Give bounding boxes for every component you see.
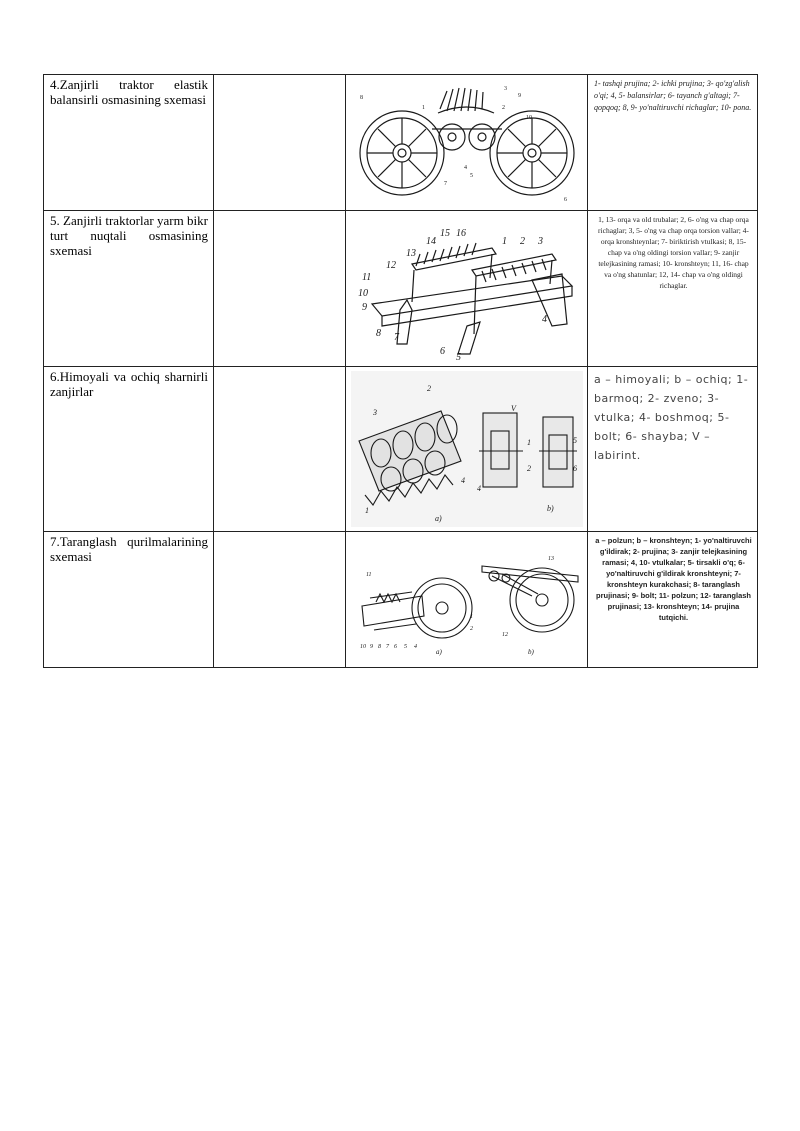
figure-label: 4 (460, 476, 465, 485)
tensioning-devices-figure (352, 536, 582, 664)
figure-label: 3 (503, 85, 507, 92)
figure-label: 8 (359, 94, 363, 101)
figure-label: 5 (572, 436, 577, 445)
figure-label: 11 (365, 571, 372, 578)
figure-label: 13 (547, 555, 554, 562)
document-table (43, 74, 758, 668)
figure-label: a) (435, 647, 442, 656)
four-point-suspension-figure (352, 214, 582, 364)
figure-label: 10 (357, 287, 368, 299)
empty-cell (214, 75, 346, 211)
figure-label: 10 (359, 643, 366, 650)
figure-legend: 1, 13- orqa va old trubalar; 2, 6- o'ng va chap orqa richaglar; 3, 5- o'ng va chap orqa torsion vallar; 4- orqa kronshteynlar; 7- biriktirish vtulkasi; 8, 15- chap va o'ng oldingi torsion vallar; 9- zanjir telejkasining ramasi; 10- kronshteyn; 11, 16- chap va o'ng shatunlar; 12, 14- chap va o'ng oldingi richaglar. (598, 215, 749, 290)
figure-label: 1 (421, 104, 425, 111)
figure-label: 2 (519, 235, 525, 247)
figure-label: 4 (476, 484, 481, 493)
figure-label: b) (546, 504, 554, 513)
figure-label: 1 (526, 438, 531, 447)
legend-cell (588, 532, 758, 668)
figure-label: 8 (375, 327, 381, 339)
figure-cell (346, 75, 588, 211)
empty-cell (214, 532, 346, 668)
figure-label: 1 (501, 235, 507, 247)
figure-label: 10 (525, 114, 532, 121)
figure-label: 9 (517, 92, 521, 99)
title-cell (44, 75, 214, 211)
row-title: 6.Himoyali va ochiq sharnirli zanjirlar (50, 369, 208, 399)
figure-label: 5 (455, 351, 461, 363)
table-row (44, 367, 758, 532)
figure-label: 2 (426, 384, 431, 393)
figure-label: 7 (443, 180, 447, 187)
figure-label: 6 (563, 196, 567, 203)
figure-label: 12 (501, 631, 508, 638)
figure-cell (346, 367, 588, 532)
figure-label: 6 (393, 643, 397, 650)
legend-cell (588, 211, 758, 367)
legend-cell (588, 75, 758, 211)
figure-label: 2 (469, 625, 473, 632)
title-cell (44, 211, 214, 367)
empty-cell (214, 367, 346, 532)
hinged-chains-figure (351, 371, 583, 527)
title-cell (44, 532, 214, 668)
figure-label: 2 (501, 104, 505, 111)
figure-label: 6 (572, 464, 577, 473)
figure-label: 4 (413, 643, 417, 650)
elastic-balancer-suspension-figure (352, 79, 582, 207)
figure-legend: a – polzun; b – kronshteyn; 1- yo'naltiruvchi g'ildirak; 2- prujina; 3- zanjir telejkasining ramasi; 4, 10- vtulkalar; 5- tirsakli o'q; 6- yo'naltiruvchi g'ildirak kronshteyni; 7- kronshteyn kurakchasi; 8- taranglash prujinasi; 9- bolt; 11- polzun; 12- taranglash prujinasi; 13- kronshteyn; 14- prujina tutqichi. (595, 536, 752, 622)
table-row (44, 532, 758, 668)
empty-cell (214, 211, 346, 367)
figure-label: 1 (364, 506, 369, 515)
figure-label: 2 (526, 464, 531, 473)
figure-label: 9 (369, 643, 373, 650)
figure-label: 8 (377, 643, 381, 650)
row-title: 5. Zanjirli traktorlar yarm bikr turt nuqtali osmasining sxemasi (50, 213, 208, 258)
figure-label: 13 (405, 247, 416, 259)
figure-label: 11 (361, 271, 371, 283)
figure-label: 12 (385, 259, 396, 271)
figure-cell (346, 211, 588, 367)
table-row (44, 211, 758, 367)
figure-label: 14 (425, 235, 436, 247)
row-title: 4.Zanjirli traktor elastik balansirli osmasining sxemasi (50, 77, 208, 107)
figure-label: 16 (455, 227, 466, 239)
figure-label: 6 (439, 345, 445, 357)
figure-label: 4 (541, 313, 547, 325)
figure-label: 5 (469, 172, 473, 179)
figure-label: 5 (403, 643, 407, 650)
figure-label: 7 (385, 643, 389, 650)
legend-cell (588, 367, 758, 532)
title-cell (44, 367, 214, 532)
figure-label: 4 (463, 164, 467, 171)
figure-label: 7 (393, 331, 399, 343)
figure-label: 3 (372, 408, 377, 417)
figure-label: 1 (469, 613, 473, 620)
figure-label: b) (527, 647, 534, 656)
figure-legend: 1- tashqi prujina; 2- ichki prujina; 3- qo'zg'alish o'qi; 4, 5- balansirlar; 6- tayanch g'altagi; 7- qopqoq; 8, 9- yo'naltiruvchi richaglar; 10- pona. (594, 79, 752, 112)
figure-label: a) (434, 514, 442, 523)
figure-label: 9 (361, 301, 367, 313)
figure-label: 3 (537, 235, 543, 247)
figure-label: 15 (439, 227, 450, 239)
table-row (44, 75, 758, 211)
figure-cell (346, 532, 588, 668)
row-title: 7.Taranglash qurilmalarining sxemasi (50, 534, 208, 564)
figure-legend: a – himoyali; b – ochiq; 1- barmoq; 2- zveno; 3- vtulka; 4- boshmoq; 5- bolt; 6- shayba; V – labirint. (594, 373, 749, 462)
figure-label: V (510, 404, 516, 413)
